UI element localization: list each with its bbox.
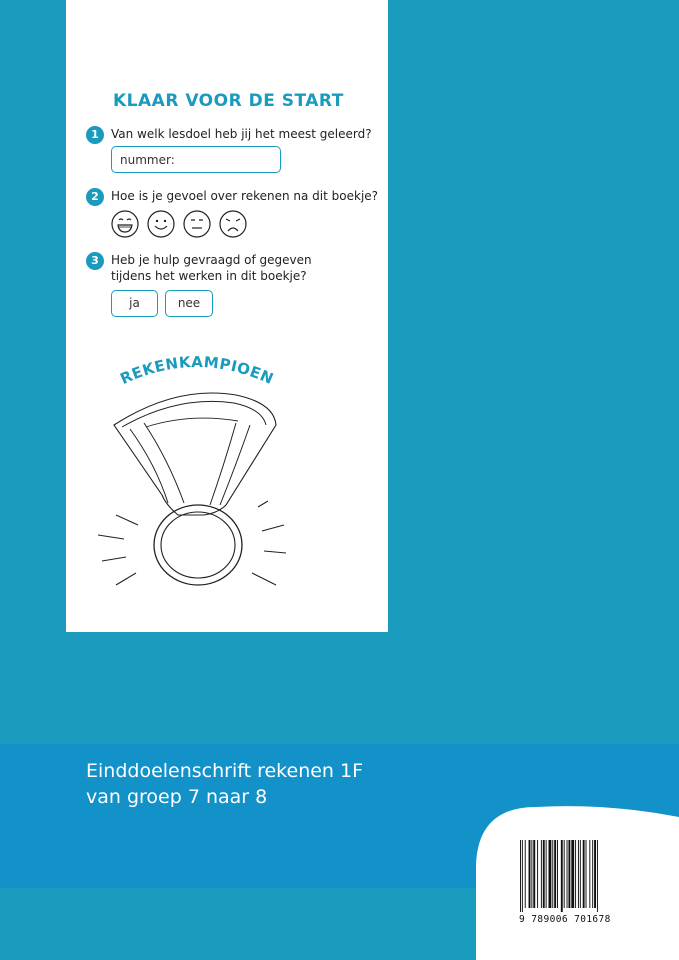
worksheet-heading: KLAAR VOOR DE START bbox=[113, 91, 344, 111]
lesson-number-label: nummer: bbox=[120, 153, 175, 167]
barcode-bar bbox=[589, 840, 590, 908]
barcode-bar bbox=[586, 840, 587, 908]
very-happy-face-icon[interactable] bbox=[110, 209, 140, 239]
barcode-bar bbox=[546, 840, 547, 908]
barcode-bar bbox=[578, 840, 579, 908]
question-number-1: 1 bbox=[86, 126, 104, 144]
yes-label: ja bbox=[129, 296, 140, 310]
medal-title: REKENKAMPIOEN bbox=[117, 355, 277, 389]
barcode-bar bbox=[529, 840, 531, 908]
barcode-bar bbox=[552, 840, 553, 908]
barcode-bar bbox=[525, 840, 526, 908]
barcode-bar bbox=[571, 840, 574, 908]
barcode-bar bbox=[561, 840, 563, 912]
barcode-bar bbox=[575, 840, 576, 908]
barcode bbox=[519, 840, 631, 912]
barcode-bar bbox=[594, 840, 596, 908]
question-2-text: Hoe is je gevoel over rekenen na dit boekje? bbox=[111, 189, 379, 203]
happy-face-icon[interactable] bbox=[146, 209, 176, 239]
barcode-bar bbox=[549, 840, 552, 908]
barcode-bar bbox=[541, 840, 542, 908]
barcode-bar bbox=[533, 840, 535, 908]
book-title-line1: Einddoelenschrift rekenen 1F bbox=[86, 760, 364, 782]
barcode-bar bbox=[583, 840, 585, 908]
barcode-bar bbox=[537, 840, 538, 908]
barcode-bar bbox=[531, 840, 532, 908]
sad-face-icon[interactable] bbox=[218, 209, 248, 239]
yes-option[interactable] bbox=[111, 290, 158, 317]
barcode-bar bbox=[554, 840, 556, 908]
barcode-bar bbox=[520, 840, 521, 912]
question-number-3: 3 bbox=[86, 252, 104, 270]
question-1-text: Van welk lesdoel heb jij het meest geleerd? bbox=[111, 127, 372, 141]
barcode-bar bbox=[592, 840, 593, 908]
barcode-digits: 9 789006 701678 bbox=[519, 914, 611, 925]
barcode-bar bbox=[597, 840, 598, 912]
medal-illustration bbox=[86, 355, 386, 625]
question-3-text-line2: tijdens het werken in dit boekje? bbox=[111, 269, 307, 283]
question-3-text-line1: Heb je hulp gevraagd of gegeven bbox=[111, 253, 312, 267]
book-title-line2: van groep 7 naar 8 bbox=[86, 786, 268, 808]
barcode-bar bbox=[567, 840, 568, 908]
question-number-2: 2 bbox=[86, 188, 104, 206]
barcode-bar bbox=[543, 840, 545, 908]
barcode-bar bbox=[568, 840, 570, 908]
barcode-bar bbox=[580, 840, 581, 908]
barcode-bar bbox=[522, 840, 523, 912]
barcode-bar bbox=[564, 840, 565, 908]
neutral-face-icon[interactable] bbox=[182, 209, 212, 239]
barcode-bar bbox=[557, 840, 558, 908]
no-label: nee bbox=[177, 296, 201, 310]
no-option[interactable] bbox=[165, 290, 213, 317]
lesson-number-field[interactable] bbox=[111, 146, 281, 173]
